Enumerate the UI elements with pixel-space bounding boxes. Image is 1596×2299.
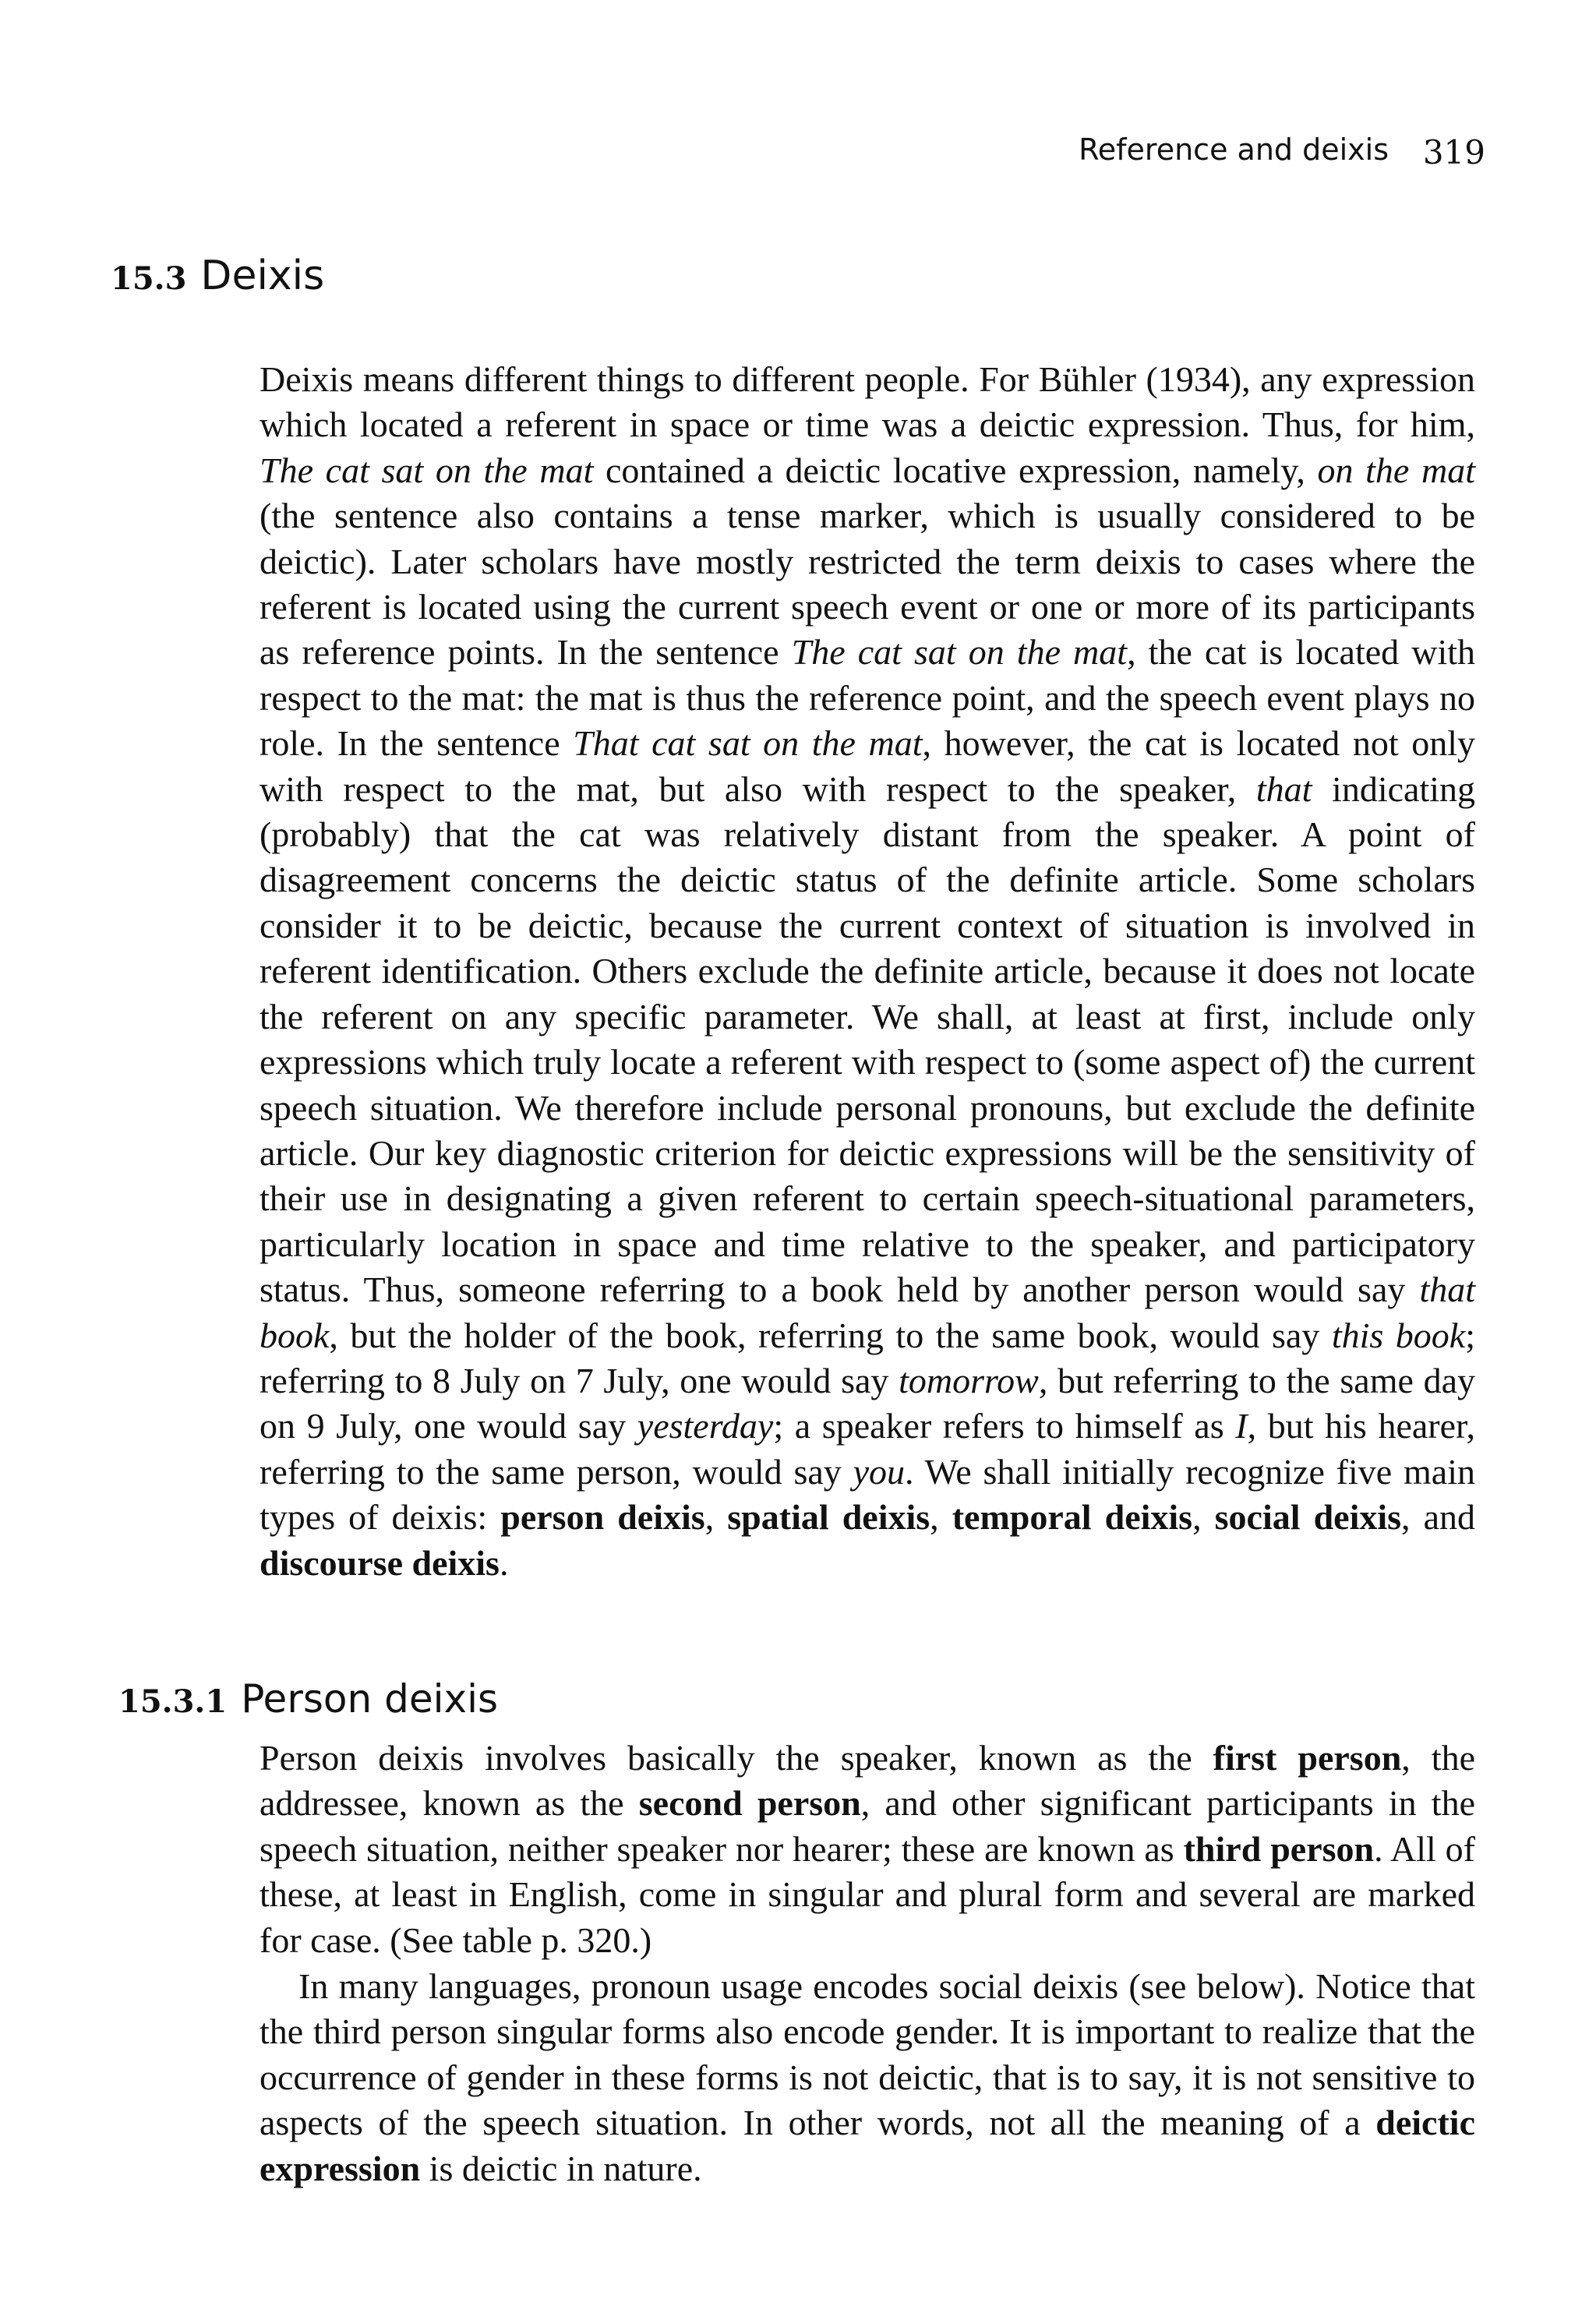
text-run: Deixis means different things to different people. For Bühler (1934), any expression which located a referent in space or time was a deictic expression. Thus, for him, <box>260 359 1475 445</box>
section-number: 15.3 <box>111 260 187 297</box>
subsection-heading <box>118 1674 498 1727</box>
text-run: , the addressee, known as the <box>260 1738 1475 1824</box>
text-run: is deictic in nature. <box>420 2148 702 2188</box>
key-term: person deixis <box>500 1497 705 1538</box>
example-italic: you <box>853 1451 906 1492</box>
text-run: . All of these, at least in English, come in singular and plural form and several are marked for case. (See table p. 320.) <box>260 1828 1475 1960</box>
paragraph-person-deixis <box>260 1736 1475 1963</box>
example-italic: on the mat <box>1317 450 1476 490</box>
subsection-title: Person deixis <box>241 1676 499 1722</box>
example-italic: that <box>1255 768 1312 809</box>
example-italic: I <box>1235 1406 1248 1446</box>
example-italic: this book <box>1331 1315 1466 1355</box>
text-run: (the sentence also contains a tense marker, which is usually considered to be deictic). Later scholars have mostly restricted the term deixis to cases where the referent is located using the current speech event or one or more of its participants as reference points. In the sentence <box>260 496 1475 673</box>
subsection-number: 15.3.1 <box>118 1683 228 1720</box>
example-italic: tomorrow <box>899 1360 1039 1400</box>
key-term: second person <box>638 1783 861 1824</box>
example-italic: yesterday <box>637 1406 774 1446</box>
example-italic: that book <box>260 1270 1475 1355</box>
text-run: indicating (probably) that the cat was relatively distant from the speaker. A point of disagreement concerns the deictic status of the definite article. Some scholars consider it to be deictic, because the current context of situation is involved in referent identification. Others exclude the definite article, because it does not locate the referent on any specific parameter. We shall, at least at first, include only expressions which truly locate a referent with respect to (some aspect of) the current speech situation. We therefore include personal pronouns, but exclude the definite article. Our key diagnostic criterion for deictic expressions will be the sensitivity of their use in designating a given referent to certain speech-situational parameters, particularly location in space and time relative to the speaker, and participatory status. Thus, someone referring to a book held by another person would say <box>260 768 1475 1310</box>
text-run: , <box>704 1497 728 1538</box>
text-run: , but referring to the same day on 9 July, one would say <box>260 1360 1476 1446</box>
text-run: , but the holder of the book, referring to the same book, would say <box>329 1315 1332 1355</box>
key-term: first person <box>1213 1738 1402 1778</box>
key-term: discourse deixis <box>260 1542 500 1583</box>
text-run: , but his hearer, referring to the same person, would say <box>260 1406 1476 1492</box>
text-run: , <box>930 1497 952 1538</box>
section-heading <box>111 251 324 304</box>
example-italic: The cat sat on the mat <box>260 450 594 490</box>
key-term: temporal deixis <box>952 1497 1193 1538</box>
text-run: , and other significant participants in the speech situation, neither speaker nor hearer; these are known as <box>260 1783 1475 1869</box>
text-run: . We shall initially recognize five main types of deixis: <box>260 1451 1475 1538</box>
section-title: Deixis <box>200 253 325 299</box>
text-run: In many languages, pronoun usage encodes social deixis (see below). Notice that the third person singular forms also encode gender. It is important to realize that the occurrence of gender in these forms is not deictic, that is to say, it is not sensitive to aspects of the speech situation. In other words, not all the meaning of a <box>260 1966 1475 2143</box>
example-italic: The cat sat on the mat <box>791 632 1128 673</box>
text-run: , <box>1192 1497 1215 1538</box>
text-run: ; a speaker refers to himself as <box>773 1406 1236 1446</box>
paragraph-deixis-intro <box>260 357 1475 1586</box>
running-head-title: Reference and deixis <box>1079 132 1389 167</box>
text-run: . <box>499 1542 509 1583</box>
key-term: third person <box>1183 1828 1375 1869</box>
text-run: ; referring to 8 July on 7 July, one would say <box>260 1315 1475 1400</box>
text-run: , however, the cat is located not only with respect to the mat, but also with respect to the speaker, <box>260 723 1475 809</box>
text-run: , and <box>1401 1497 1476 1538</box>
text-run: contained a deictic locative expression, namely, <box>593 450 1318 490</box>
text-run: , the cat is located with respect to the mat: the mat is thus the reference point, and the speech event plays no role. In the sentence <box>260 632 1476 764</box>
key-term: spatial deixis <box>727 1497 930 1538</box>
key-term: deictic expression <box>260 2103 1475 2188</box>
text-run: Person deixis involves basically the speaker, known as the <box>260 1738 1213 1778</box>
example-italic: That cat sat on the mat <box>573 723 923 764</box>
page-number: 319 <box>1422 133 1485 171</box>
paragraph-social-deixis-note <box>260 1964 1475 2191</box>
key-term: social deixis <box>1214 1497 1402 1538</box>
